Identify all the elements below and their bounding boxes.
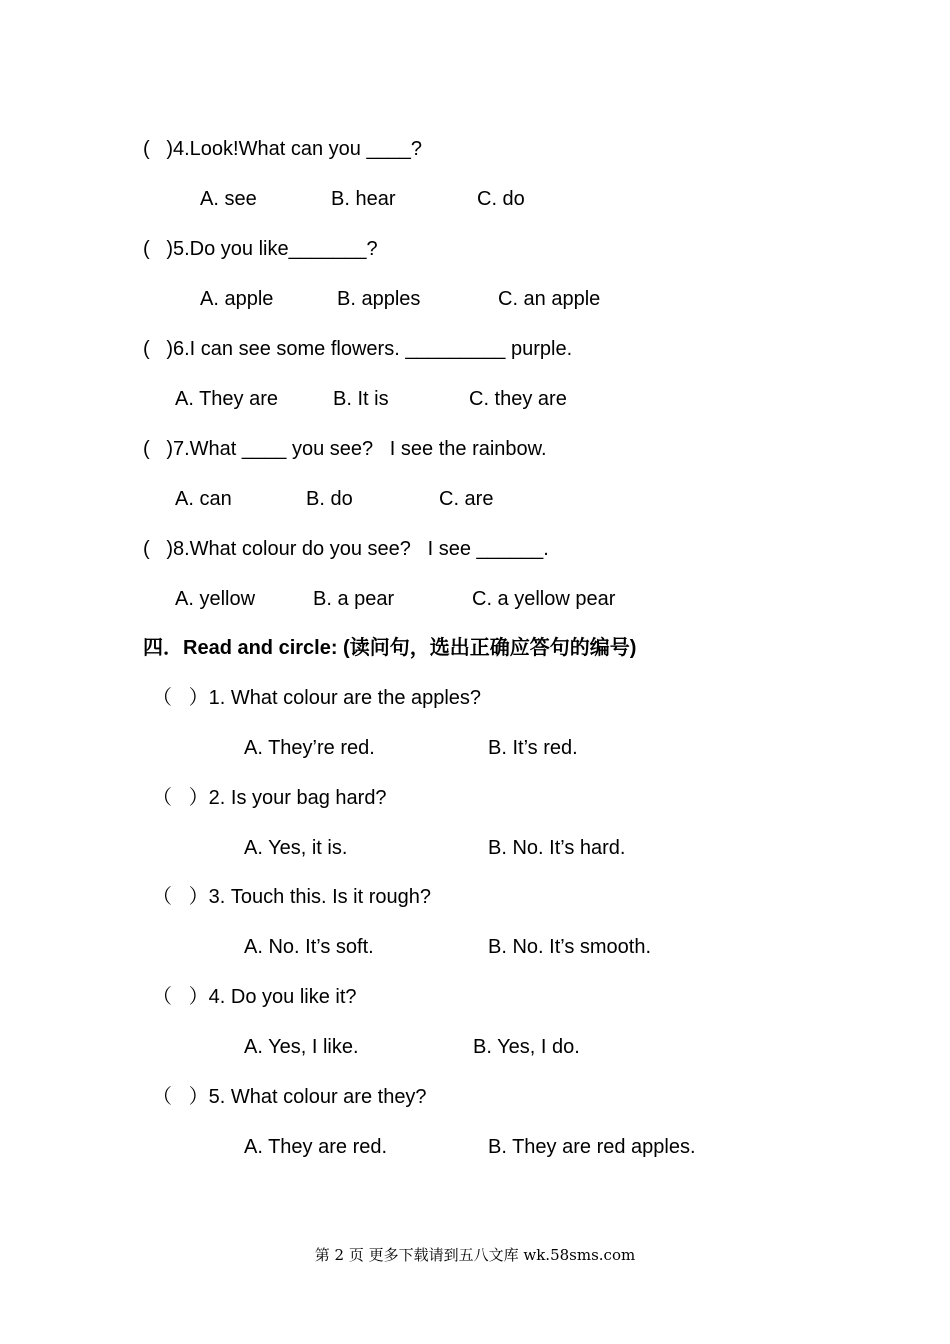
question-7: ( )7.What ____ you see? I see the rainbow. (143, 438, 547, 460)
p4-question-4: （ ）4. Do you like it? (152, 986, 357, 1008)
q4-option-c: C. do (477, 188, 525, 210)
q7-option-c: C. are (439, 488, 494, 510)
q8-option-c: C. a yellow pear (472, 588, 616, 610)
question-5: ( )5.Do you like_______? (143, 238, 378, 260)
p4-q2-option-b: B. No. It’s hard. (488, 837, 626, 859)
p4-question-2: （ ）2. Is your bag hard? (152, 787, 387, 809)
q5-option-c: C. an apple (498, 288, 601, 310)
q4-option-a: A. see (200, 188, 257, 210)
q6-option-c: C. they are (469, 388, 567, 410)
q6-option-a: A. They are (175, 388, 279, 410)
q7-option-b: B. do (306, 488, 353, 510)
p4-q3-option-a: A. No. It’s soft. (244, 936, 374, 958)
section-four-heading: 四．Read and circle: (读问句，选出正确应答句的编号) (143, 637, 637, 659)
q8-option-b: B. a pear (313, 588, 395, 610)
q5-option-b: B. apples (337, 288, 421, 310)
p4-q4-option-a: A. Yes, I like. (244, 1036, 359, 1058)
p4-q4-option-b: B. Yes, I do. (473, 1036, 580, 1058)
question-8: ( )8.What colour do you see? I see ______. (143, 538, 549, 560)
p4-question-5: （ ）5. What colour are they? (152, 1086, 427, 1108)
p4-q5-option-a: A. They are red. (244, 1136, 388, 1158)
p4-q5-option-b: B. They are red apples. (488, 1136, 696, 1158)
p4-q3-option-b: B. No. It’s smooth. (488, 936, 652, 958)
q4-option-b: B. hear (331, 188, 396, 210)
question-6: ( )6.I can see some flowers. _________ purple. (143, 338, 573, 360)
q6-option-b: B. It is (333, 388, 389, 410)
q7-option-a: A. can (175, 488, 232, 510)
q5-option-a: A. apple (200, 288, 274, 310)
p4-q1-option-a: A. They’re red. (244, 737, 375, 759)
question-4: ( )4.Look!What can you ____? (143, 138, 423, 160)
page-footer: 第 2 页 更多下载请到五八文库 wk.58sms.com (314, 1246, 636, 1264)
q8-option-a: A. yellow (175, 588, 256, 610)
p4-question-1: （ ）1. What colour are the apples? (152, 687, 482, 709)
p4-question-3: （ ）3. Touch this. Is it rough? (152, 886, 432, 908)
p4-q2-option-a: A. Yes, it is. (244, 837, 348, 859)
p4-q1-option-b: B. It’s red. (488, 737, 578, 759)
